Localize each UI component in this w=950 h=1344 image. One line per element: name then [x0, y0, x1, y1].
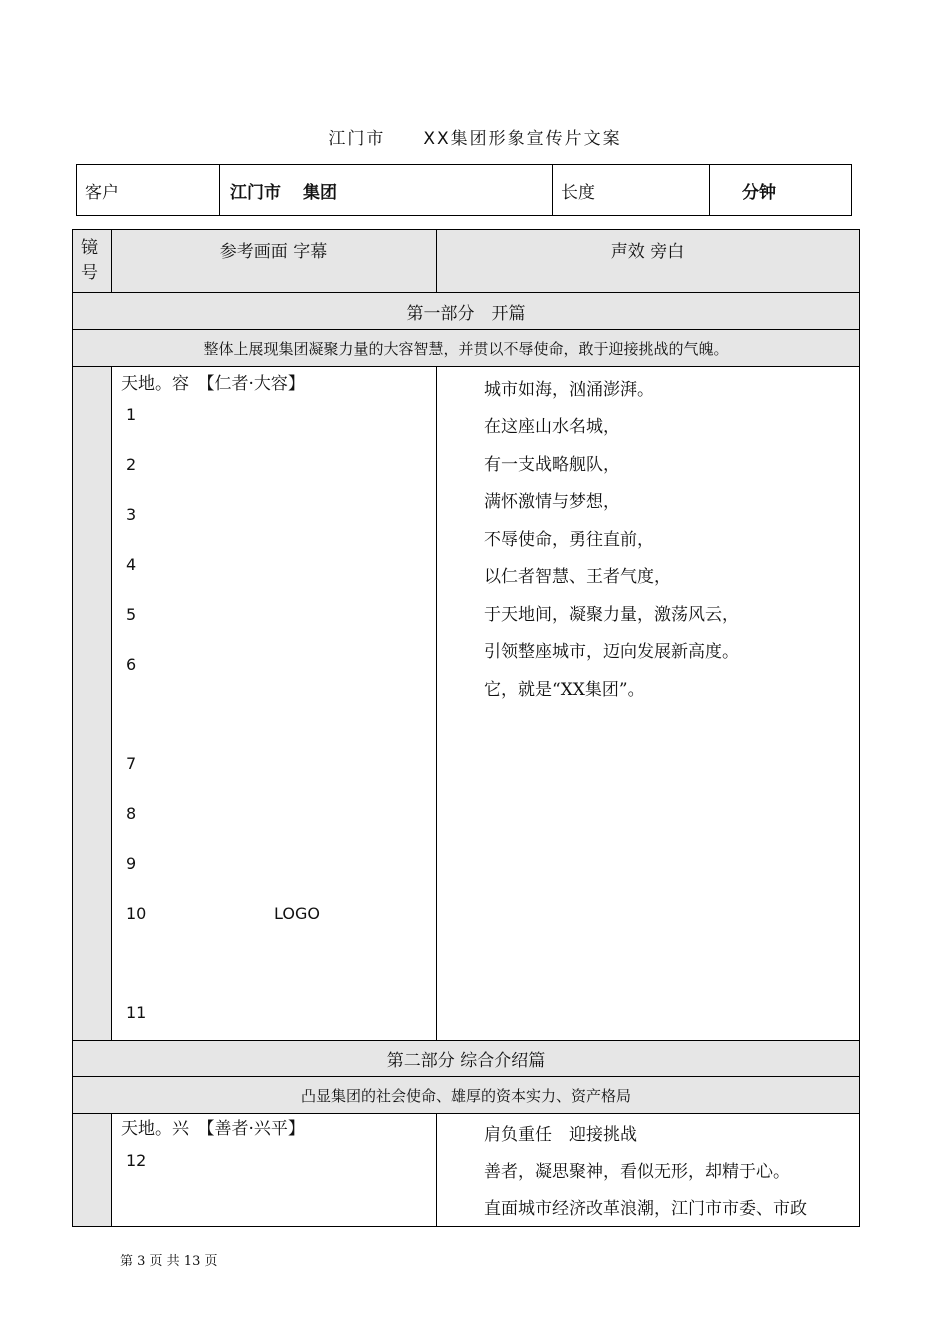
shot-number: 2 — [126, 455, 137, 474]
voiceover-line: 于天地间，凝聚力量，激荡风云， — [484, 605, 739, 625]
document-title: 江门市 XX集团形象宣传片文案 — [328, 129, 622, 149]
header-audio: 声效 旁白 — [610, 242, 685, 262]
shot-number: 4 — [126, 555, 137, 574]
part2-body — [73, 1114, 859, 1226]
part1-body — [73, 367, 859, 1041]
voiceover-line: 城市如海，汹涌澎湃。 — [484, 380, 654, 400]
shot-number: 5 — [126, 605, 137, 624]
header-visual: 参考画面 字幕 — [219, 242, 328, 262]
voiceover-line: 善者，凝思聚神，看似无形，却精于心。 — [484, 1162, 790, 1182]
client-label: 客户 — [77, 165, 220, 215]
voiceover-line: 在这座山水名城， — [484, 417, 620, 437]
shot-number: 10 — [126, 904, 147, 923]
length-value: 分钟 — [742, 182, 776, 203]
shot-number: 1 — [126, 405, 137, 424]
voiceover-line: 满怀激情与梦想， — [484, 492, 620, 512]
shot-number: 12 — [126, 1151, 147, 1170]
part1-title: 第一部分 开篇 — [73, 293, 859, 330]
voiceover-line: 它，就是“XX集团”。 — [484, 680, 645, 700]
voiceover-line: 不辱使命，勇往直前， — [484, 530, 654, 550]
document-title-name: XX集团形象宣传片文案 — [423, 129, 622, 149]
table-header-row — [73, 230, 859, 293]
part2-summary: 凸显集团的社会使命、雄厚的资本实力、资产格局 — [73, 1077, 859, 1114]
header-shot-no: 镜号 — [81, 238, 98, 283]
voiceover-line: 有一支战略舰队， — [484, 455, 620, 475]
client-value: 江门市 集团 — [220, 165, 553, 215]
part2-title: 第二部分 综合介绍篇 — [73, 1041, 859, 1077]
page-footer: 第 3 页 共 13 页 — [120, 1254, 218, 1269]
part1-scene: 天地。容 【仁者·大容】 — [121, 374, 305, 394]
shot-number: 8 — [126, 804, 137, 823]
voiceover-line: 引领整座城市，迈向发展新高度。 — [484, 642, 739, 662]
voiceover-line: 肩负重任 迎接挑战 — [484, 1125, 637, 1145]
shot-number: 11 — [126, 1003, 147, 1022]
part1-summary: 整体上展现集团凝聚力量的大容智慧，并贯以不辱使命，敢于迎接挑战的气魄。 — [73, 330, 859, 367]
logo-label: LOGO — [274, 904, 320, 923]
script-table — [72, 229, 860, 1227]
shot-number: 6 — [126, 655, 137, 674]
length-label: 长度 — [553, 165, 710, 215]
voiceover-line: 以仁者智慧、王者气度， — [484, 567, 671, 587]
part2-scene: 天地。兴 【善者·兴平】 — [121, 1119, 305, 1139]
shot-number: 7 — [126, 754, 137, 773]
info-table — [76, 164, 852, 216]
shot-number: 3 — [126, 505, 137, 524]
voiceover-line: 直面城市经济改革浪潮，江门市市委、市政 — [484, 1199, 807, 1219]
shot-number: 9 — [126, 854, 137, 873]
